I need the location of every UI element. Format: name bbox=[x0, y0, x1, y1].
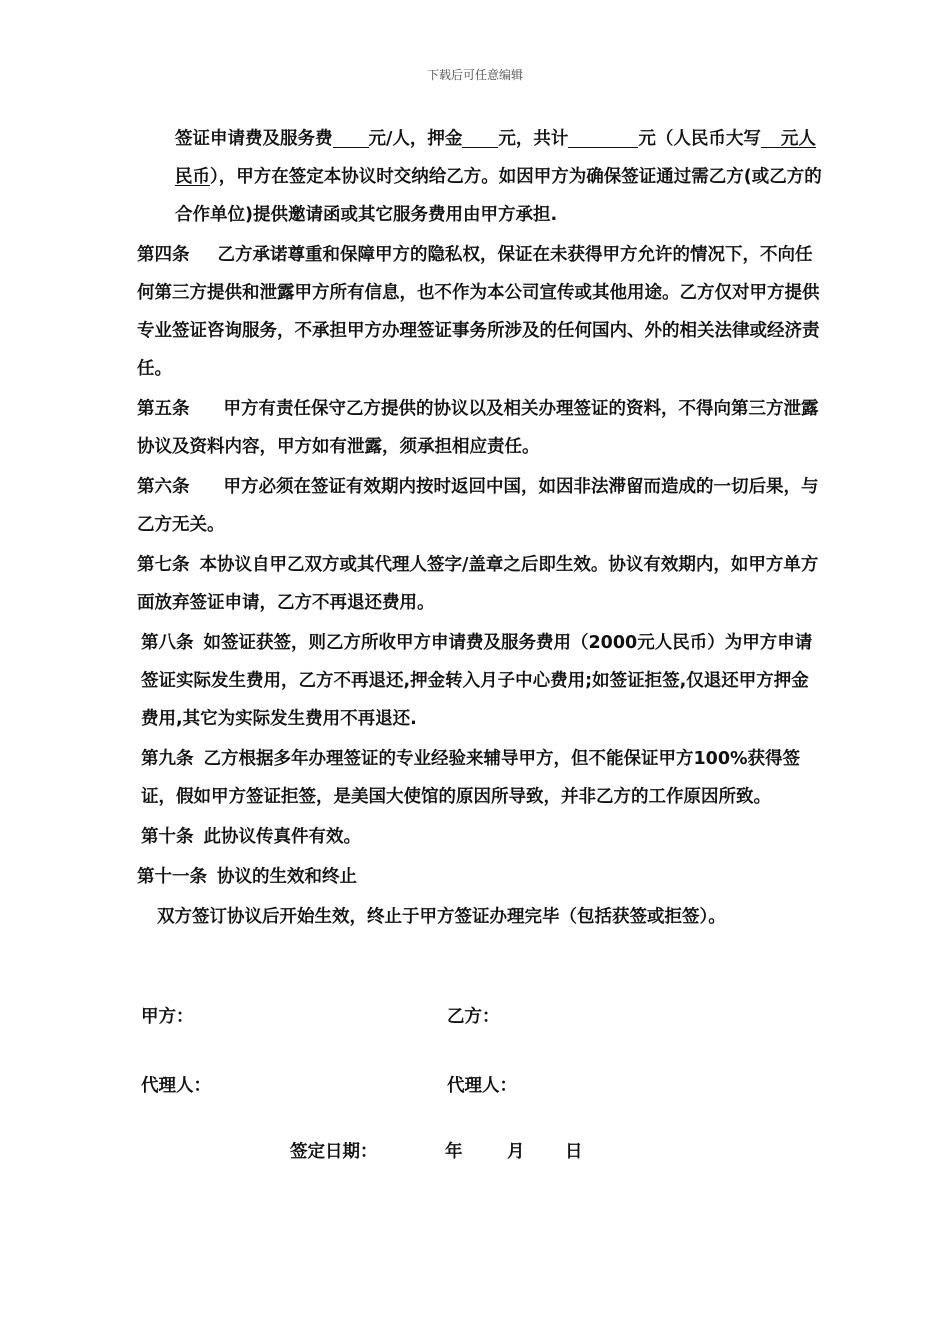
total-blank bbox=[568, 127, 638, 148]
fee-text-4: 元（人民币大写 bbox=[638, 129, 761, 149]
article-10 bbox=[137, 818, 827, 856]
article-11 bbox=[137, 858, 827, 896]
article-text: 甲方有责任保守乙方提供的协议以及相关办理签证的资料，不得向第三方泄露协议及资料内容，甲方如有泄露，须承担相应责任。 bbox=[137, 399, 819, 457]
article-8 bbox=[137, 624, 817, 738]
article-label: 第十条 bbox=[141, 827, 194, 847]
fee-text-2: 元/人，押金 bbox=[368, 129, 463, 149]
deposit-blank bbox=[462, 127, 498, 148]
signing-date-label: 签定日期： bbox=[290, 1142, 378, 1162]
article-label: 第九条 bbox=[141, 749, 194, 769]
article-text: 乙方根据多年办理签证的专业经验来辅导甲方，但不能保证甲方100%获得签证，假如甲方签证拒签，是美国大使馆的原因所导致，并非乙方的工作原因所致。 bbox=[141, 749, 801, 807]
article-text: 乙方承诺尊重和保障甲方的隐私权，保证在未获得甲方允许的情况下，不向任何第三方提供和泄露甲方所有信息，也不作为本公司宣传或其他用途。乙方仅对甲方提供专业签证咨询服务，不承担甲方办理签证事务所涉及的任何国内、外的相关法律或经济责任。 bbox=[137, 245, 820, 379]
article-label: 第四条 bbox=[137, 245, 190, 265]
article-label: 第五条 bbox=[137, 399, 190, 419]
closing-paragraph: 双方签订协议后开始生效，终止于甲方签证办理完毕（包括获签或拒签）。 bbox=[157, 907, 726, 927]
fee-text-1: 签证申请费及服务费 bbox=[175, 129, 333, 149]
article-label: 第八条 bbox=[141, 633, 194, 653]
fee-text-3: 元，共计 bbox=[498, 129, 569, 149]
agent-a-label: 代理人： bbox=[141, 1076, 211, 1096]
article-6 bbox=[137, 468, 827, 544]
article-7 bbox=[137, 546, 827, 622]
article-text: 协议的生效和终止 bbox=[217, 867, 357, 887]
party-b-label: 乙方： bbox=[447, 1007, 500, 1027]
signing-date bbox=[290, 1138, 583, 1163]
article-label: 第七条 bbox=[137, 555, 190, 575]
article-text: 此协议传真件有效。 bbox=[203, 827, 361, 847]
service-fee-blank bbox=[333, 127, 369, 148]
article-9 bbox=[137, 740, 817, 816]
party-a-label: 甲方： bbox=[141, 1007, 194, 1027]
article-text: 本协议自甲乙双方或其代理人签字/盖章之后即生效。协议有效期内，如甲方单方面放弃签证申请，乙方不再退还费用。 bbox=[137, 555, 819, 613]
article-text: 如签证获签，则乙方所收甲方申请费及服务费用（2000元人民币）为甲方申请签证实际发生费用，乙方不再退还,押金转入月子中心费用;如签证拒签,仅退还甲方押金费用,其它为实际发生费用不再退还. bbox=[141, 633, 813, 729]
amount-words-blank bbox=[761, 127, 781, 148]
page-header: 下载后可任意编辑 bbox=[426, 68, 523, 82]
date-day: 日 bbox=[565, 1142, 583, 1162]
contract-body bbox=[137, 120, 827, 938]
article-label: 第十一条 bbox=[137, 867, 207, 887]
article-5 bbox=[137, 390, 827, 466]
article-text: 甲方必须在签证有效期内按时返回中国，如因非法滞留而造成的一切后果，与乙方无关。 bbox=[137, 477, 819, 535]
agent-b-label: 代理人： bbox=[447, 1076, 517, 1096]
article-4 bbox=[137, 236, 827, 388]
date-year: 年 bbox=[445, 1142, 463, 1162]
fee-text-5: 元人民币 bbox=[175, 129, 816, 187]
article-label: 第六条 bbox=[137, 477, 190, 497]
fee-text-6: ），甲方在签定本协议时交纳给乙方。如因甲方为确保签证通过需乙方(或乙方的合作单位)提供邀请函或其它服务费用由甲方承担. bbox=[175, 167, 822, 225]
fee-paragraph bbox=[137, 120, 827, 234]
date-month: 月 bbox=[507, 1142, 525, 1162]
